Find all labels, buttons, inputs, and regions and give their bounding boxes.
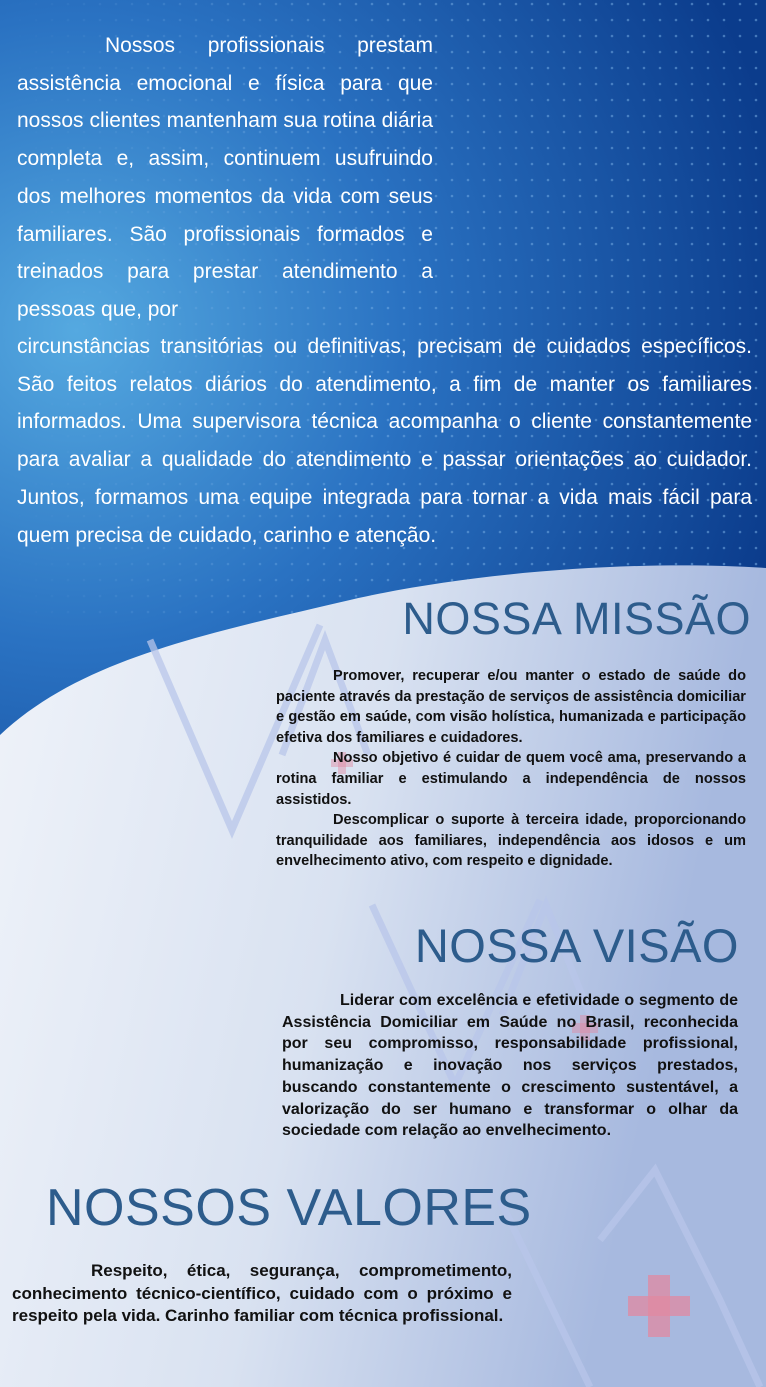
- mission-paragraph: Promover, recuperar e/ou manter o estado de saúde do paciente através da prestação de serviços de assistência domiciliar e gestão em saúde, com visão holística, humanizada e participação efetiva dos familiares e cuidadores.: [276, 668, 746, 746]
- mission-paragraph: Descomplicar o suporte à terceira idade, proporcionando tranquilidade aos familiares, independência aos idosos e um envelhecimento ativo, com respeito e dignidade.: [276, 812, 746, 870]
- values-text: [12, 1260, 512, 1328]
- values-heading: NOSSOS VALORES: [46, 1179, 532, 1237]
- mission-text: [276, 666, 746, 872]
- values-paragraph: Respeito, ética, segurança, comprometimento, conhecimento técnico-científico, cuidado com o próximo e respeito pela vida. Carinho familiar com técnica profissional.: [12, 1261, 512, 1325]
- vision-heading: NOSSA VISÃO: [414, 919, 739, 972]
- mission-heading: NOSSA MISSÃO: [402, 593, 751, 644]
- mission-paragraph: Nosso objetivo é cuidar de quem você ama, preservando a rotina familiar e estimulando a independência de nossos assistidos.: [276, 750, 746, 808]
- vision-text: [282, 990, 738, 1142]
- intro-text-part2: circunstâncias transitórias ou definitivas, precisam de cuidados específicos. São feitos relatos diários do atendimento, a fim de manter os familiares informados. Uma supervisora técnica acompanha o cliente constantemente para avaliar a qualidade do atendimento e passar orientações ao cuidador. Juntos, formamos uma equipe integrada para tornar a vida mais fácil para quem precisa de cuidado, carinho e atenção.: [17, 335, 752, 547]
- intro-text-part1: Nossos profissionais prestam assistência emocional e física para que nossos clientes mantenham sua rotina diária completa e, assim, continuem usufruindo dos melhores momentos da vida com seus familiares. São profissionais formados e treinados para prestar atendimento a pessoas que, por: [17, 34, 433, 321]
- vision-paragraph: Liderar com excelência e efetividade o segmento de Assistência Domiciliar em Saúde no Brasil, reconhecida por seu compromisso, responsabilidade profissional, humanização e inovação nos serviços prestados, buscando constantemente o crescimento sustentável, a valorização do ser humano e transformar o olhar da sociedade com relação ao envelhecimento.: [282, 992, 738, 1140]
